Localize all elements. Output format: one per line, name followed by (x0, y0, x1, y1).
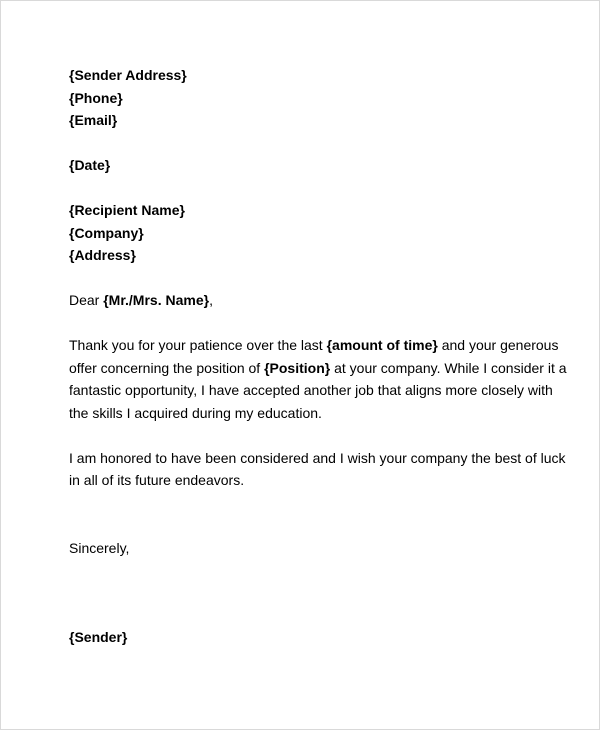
sender-phone: {Phone} (69, 89, 123, 106)
placeholder-amount-of-time: {amount of time} (326, 337, 438, 353)
letter-date: {Date} (69, 157, 111, 173)
recipient-company: {Company} (69, 224, 144, 241)
paragraph-text: at your company. While I consider it a fantastic opportunity, I have accepted another job that aligns more closely with the skills I acquired during my education. (69, 359, 567, 421)
body-paragraph-1 (69, 334, 569, 424)
salutation (69, 289, 569, 312)
recipient-name: {Recipient Name} (69, 202, 185, 218)
sender-email: {Email} (69, 112, 118, 128)
letter-body (69, 64, 569, 649)
spacer (69, 514, 569, 537)
closing-text: Sincerely, (69, 539, 130, 556)
salutation-name: {Mr./Mrs. Name} (103, 292, 210, 308)
paragraph-text: and your generous offer concerning the position of (69, 337, 559, 376)
paragraph-text: Thank you for your patience over the last (69, 337, 327, 353)
salutation-suffix: , (209, 292, 213, 308)
spacer (69, 267, 569, 290)
spacer (69, 424, 569, 447)
sender-name: {Sender} (69, 629, 128, 645)
sender-address: {Sender Address} (69, 67, 187, 83)
spacer (69, 177, 569, 200)
spacer (69, 132, 569, 155)
spacer (69, 312, 569, 335)
recipient-address: {Address} (69, 247, 136, 263)
body-paragraph-2: I am honored to have been considered and I wish your company the best of luck in all of its future endeavors. (69, 449, 566, 488)
placeholder-position: {Position} (264, 359, 331, 376)
salutation-prefix: Dear (69, 292, 104, 308)
signature-space (69, 559, 569, 626)
spacer (69, 492, 569, 515)
